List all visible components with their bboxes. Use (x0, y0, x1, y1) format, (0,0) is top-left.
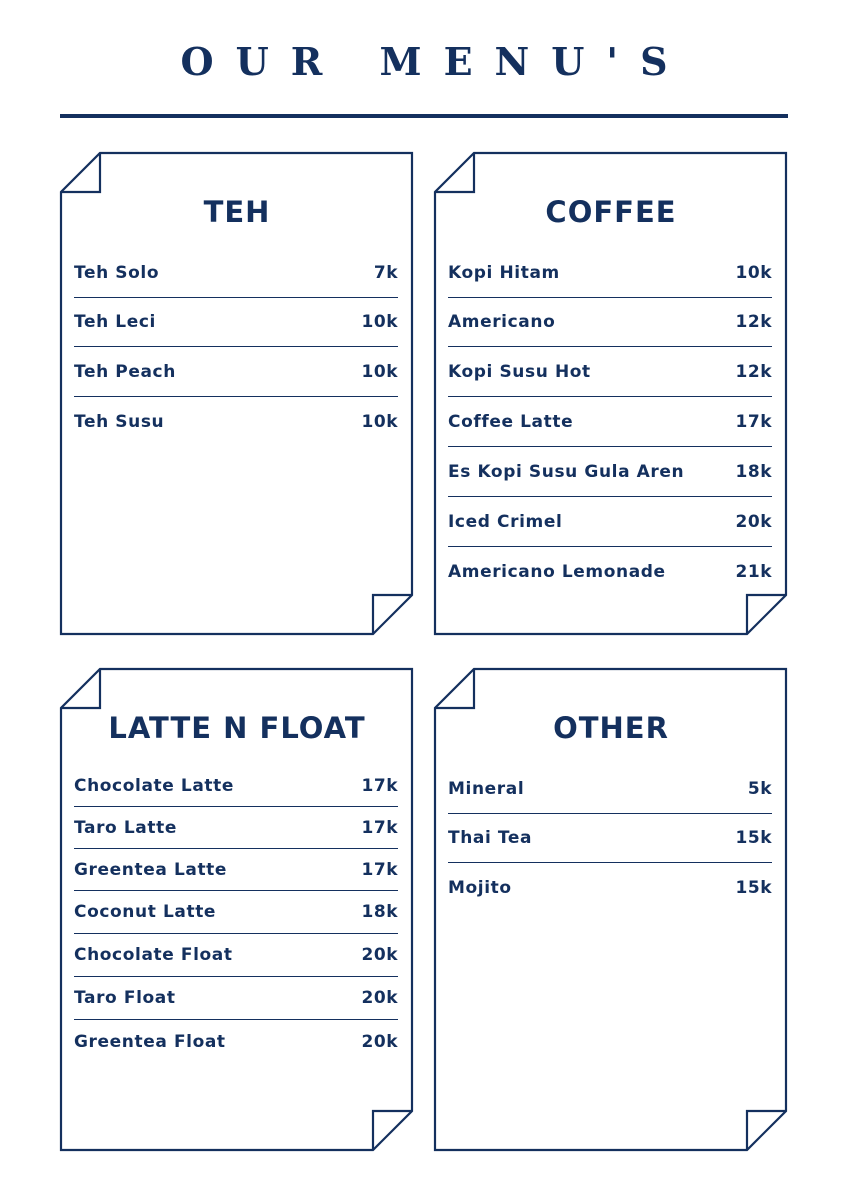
item-name: Greentea Float (74, 1031, 226, 1052)
section-title: COFFEE (545, 195, 677, 229)
menu-item (74, 397, 398, 447)
item-name: Teh Susu (74, 412, 165, 432)
item-name: Thai Tea (448, 828, 533, 848)
item-price: 20k (361, 945, 398, 965)
item-name: Americano Lemonade (448, 562, 666, 582)
item-price: 17k (735, 411, 772, 432)
menu-item (448, 814, 772, 863)
menu-list (448, 249, 772, 597)
item-name: Taro Latte (74, 817, 177, 838)
item-price: 10k (361, 412, 398, 432)
item-price: 17k (361, 859, 398, 880)
menu-item (74, 807, 398, 849)
item-name: Taro Float (74, 988, 176, 1008)
item-name: Chocolate Float (74, 945, 233, 965)
menu-item (74, 977, 398, 1020)
section-title: LATTE N FLOAT (108, 711, 366, 745)
menu-item (74, 1020, 398, 1063)
item-price: 21k (735, 562, 772, 582)
item-name: Mojito (448, 878, 512, 898)
menu-item (74, 891, 398, 934)
item-price: 20k (735, 511, 772, 532)
item-price: 12k (735, 312, 772, 332)
menu-item (74, 849, 398, 891)
section-title: TEH (203, 195, 271, 229)
item-price: 20k (361, 988, 398, 1008)
item-name: Chocolate Latte (74, 775, 234, 796)
item-price: 18k (361, 902, 398, 922)
item-name: Coffee Latte (448, 411, 574, 432)
menu-card-teh (60, 152, 414, 636)
menu-item (74, 298, 398, 347)
item-name: Teh Leci (74, 312, 156, 332)
item-name: Mineral (448, 779, 525, 799)
item-name: Es Kopi Susu Gula Aren (448, 461, 685, 482)
menu-item (448, 249, 772, 298)
item-price: 5k (747, 779, 772, 799)
item-price: 17k (361, 775, 398, 796)
menu-item (448, 547, 772, 597)
item-price: 15k (735, 828, 772, 848)
item-name: Coconut Latte (74, 902, 217, 922)
menu-item (74, 249, 398, 298)
menu-list (74, 249, 398, 447)
menu-card-coffee (434, 152, 788, 636)
item-price: 18k (735, 461, 772, 482)
item-name: Americano (448, 312, 556, 332)
item-price: 7k (373, 263, 398, 283)
item-price: 20k (361, 1031, 398, 1052)
item-price: 17k (361, 817, 398, 838)
item-name: Kopi Susu Hot (448, 361, 591, 382)
menu-item (448, 765, 772, 814)
menu-item (448, 298, 772, 347)
item-name: Iced Crimel (448, 511, 563, 532)
item-price: 10k (735, 263, 772, 283)
item-price: 15k (735, 878, 772, 898)
item-price: 10k (361, 312, 398, 332)
menu-item (448, 863, 772, 913)
section-title: OTHER (553, 711, 669, 745)
menu-list (74, 765, 398, 1063)
menu-item (74, 934, 398, 977)
item-price: 10k (361, 361, 398, 382)
page-title: OUR MENU'S (180, 39, 690, 84)
menu-list (448, 765, 772, 913)
menu-item (448, 497, 772, 547)
title-divider (60, 114, 788, 118)
item-name: Teh Peach (74, 361, 176, 382)
menu-item (448, 347, 772, 397)
menu-card-other (434, 668, 788, 1152)
menu-item (448, 447, 772, 497)
item-price: 12k (735, 361, 772, 382)
menu-item (74, 347, 398, 397)
menu-item (448, 397, 772, 447)
item-name: Teh Solo (74, 263, 160, 283)
menu-item (74, 765, 398, 807)
item-name: Kopi Hitam (448, 263, 560, 283)
item-name: Greentea Latte (74, 859, 228, 880)
menu-card-latte-n-float (60, 668, 414, 1152)
